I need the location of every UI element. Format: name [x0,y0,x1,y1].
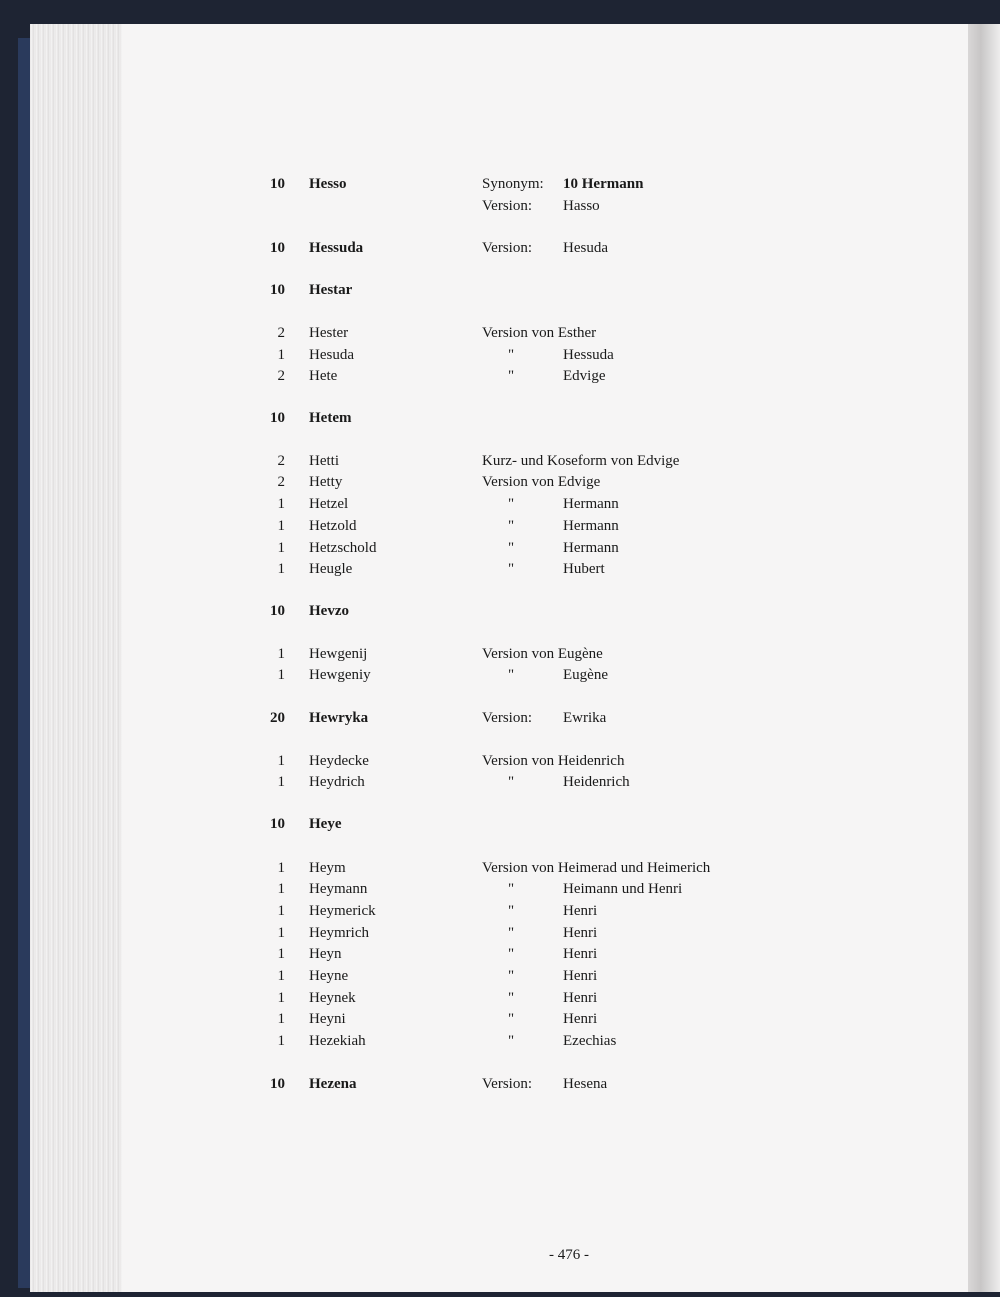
entry-frequency: 1 [277,496,285,512]
entry-frequency: 2 [277,325,285,341]
entry-name: Hetzschold [309,540,377,556]
entry-frequency: 2 [277,368,285,384]
entry-frequency: 10 [270,410,285,426]
entry-frequency: 1 [277,1011,285,1027]
entry-reference-target: Heidenrich [563,774,630,790]
entry-reference: Version von Edvige [482,474,601,490]
index-entry [0,774,1000,796]
index-entry [0,240,1000,262]
entry-frequency: 2 [277,453,285,469]
entry-frequency: 2 [277,474,285,490]
entry-name: Hetzold [309,518,357,534]
ditto-mark: " [508,1011,515,1027]
ditto-mark: " [508,368,515,384]
entry-reference-target: Henri [563,925,598,941]
index-entry [0,881,1000,903]
entry-name: Hevzo [309,603,349,619]
index-entry [0,946,1000,968]
index-entry [0,816,1000,838]
entry-reference-target: Hubert [563,561,605,577]
entry-frequency: 1 [277,946,285,962]
index-entry [0,453,1000,475]
entry-reference-target: Ewrika [563,710,607,726]
index-entry [0,474,1000,496]
entry-name: Heydrich [309,774,365,790]
ditto-mark: " [508,881,515,897]
entry-reference-target: Hessuda [563,347,614,363]
ditto-mark: " [508,774,515,790]
entry-frequency: 1 [277,881,285,897]
entry-reference: Kurz- und Koseform von Edvige [482,453,680,469]
entry-frequency: 1 [277,1033,285,1049]
entry-reference-target: Ezechias [563,1033,617,1049]
index-entry [0,903,1000,925]
entry-frequency: 10 [270,240,285,256]
index-entry [0,968,1000,990]
ditto-mark: " [508,903,515,919]
index-entry [0,325,1000,347]
entry-name: Hewgenij [309,646,368,662]
entry-reference: Version: [482,710,532,726]
entry-name: Heym [309,860,346,876]
index-entry [0,410,1000,432]
entry-frequency: 1 [277,990,285,1006]
entry-reference: Version von Esther [482,325,597,341]
entry-name: Hete [309,368,338,384]
entry-name: Hesuda [309,347,354,363]
ditto-mark: " [508,347,515,363]
entry-reference: Version von Eugène [482,646,603,662]
entry-name: Hester [309,325,349,341]
entry-reference: Synonym: [482,176,544,192]
index-entry [0,198,1000,220]
entry-name: Hewryka [309,710,369,726]
entry-name: Heye [309,816,342,832]
ditto-mark: " [508,968,515,984]
entry-frequency: 1 [277,540,285,556]
entry-frequency: 10 [270,1076,285,1092]
index-entry [0,176,1000,198]
entry-reference-target: 10 Hermann [563,176,644,192]
entry-name: Hewgeniy [309,667,371,683]
entry-reference-target: Henri [563,968,598,984]
ditto-mark: " [508,990,515,1006]
entry-name: Heymann [309,881,368,897]
entry-name: Heynek [309,990,356,1006]
entry-reference-target: Hesuda [563,240,608,256]
entry-frequency: 10 [270,176,285,192]
entry-name: Hetti [309,453,339,469]
ditto-mark: " [508,540,515,556]
entry-name: Heugle [309,561,353,577]
entry-frequency: 1 [277,561,285,577]
ditto-mark: " [508,561,515,577]
entry-name: Hetem [309,410,352,426]
entry-frequency: 20 [270,710,285,726]
entry-reference-target: Edvige [563,368,606,384]
entry-name: Heydecke [309,753,369,769]
index-entry [0,925,1000,947]
index-entry [0,518,1000,540]
entry-reference-target: Henri [563,990,598,1006]
entry-frequency: 10 [270,603,285,619]
entry-reference-target: Hermann [563,518,619,534]
entry-frequency: 1 [277,903,285,919]
entry-reference-target: Hermann [563,540,619,556]
entry-name: Hessuda [309,240,364,256]
index-entry [0,753,1000,775]
entry-reference: Version von Heidenrich [482,753,625,769]
index-entry [0,603,1000,625]
entry-frequency: 10 [270,816,285,832]
index-entry [0,646,1000,668]
entry-reference-target: Eugène [563,667,608,683]
entry-name: Hetty [309,474,343,490]
index-entry [0,860,1000,882]
ditto-mark: " [508,667,515,683]
ditto-mark: " [508,1033,515,1049]
index-entry [0,1011,1000,1033]
index-entry [0,561,1000,583]
index-entry [0,667,1000,689]
entry-frequency: 1 [277,968,285,984]
entry-reference: Version von Heimerad und Heimerich [482,860,711,876]
entry-frequency: 1 [277,774,285,790]
entry-frequency: 1 [277,925,285,941]
index-entry [0,1033,1000,1055]
entry-reference-target: Hermann [563,496,619,512]
ditto-mark: " [508,925,515,941]
index-entry [0,368,1000,390]
entry-reference-target: Heimann und Henri [563,881,683,897]
entry-name: Heyni [309,1011,346,1027]
entry-frequency: 1 [277,347,285,363]
entry-name: Hetzel [309,496,349,512]
entry-frequency: 1 [277,518,285,534]
entry-name: Hesso [309,176,347,192]
entry-name: Hezekiah [309,1033,366,1049]
entry-reference: Version: [482,240,532,256]
index-entry [0,990,1000,1012]
entry-frequency: 1 [277,646,285,662]
entry-reference-target: Hasso [563,198,600,214]
entry-frequency: 1 [277,667,285,683]
entry-reference: Version: [482,1076,532,1092]
index-entry [0,282,1000,304]
ditto-mark: " [508,496,515,512]
ditto-mark: " [508,518,515,534]
entry-name: Heymrich [309,925,369,941]
entry-reference: Version: [482,198,532,214]
entry-reference-target: Henri [563,946,598,962]
index-entry [0,540,1000,562]
entry-name: Hestar [309,282,353,298]
entry-name: Hezena [309,1076,357,1092]
entry-name: Heymerick [309,903,376,919]
index-entry [0,347,1000,369]
entry-frequency: 1 [277,753,285,769]
ditto-mark: " [508,946,515,962]
index-entry [0,496,1000,518]
entry-frequency: 10 [270,282,285,298]
index-entry [0,710,1000,732]
entry-reference-target: Hesena [563,1076,608,1092]
page-number-text: - 476 - [549,1247,589,1263]
entry-frequency: 1 [277,860,285,876]
index-entry [0,1076,1000,1098]
entry-reference-target: Henri [563,1011,598,1027]
entry-reference-target: Henri [563,903,598,919]
entry-name: Heyn [309,946,342,962]
entry-name: Heyne [309,968,349,984]
